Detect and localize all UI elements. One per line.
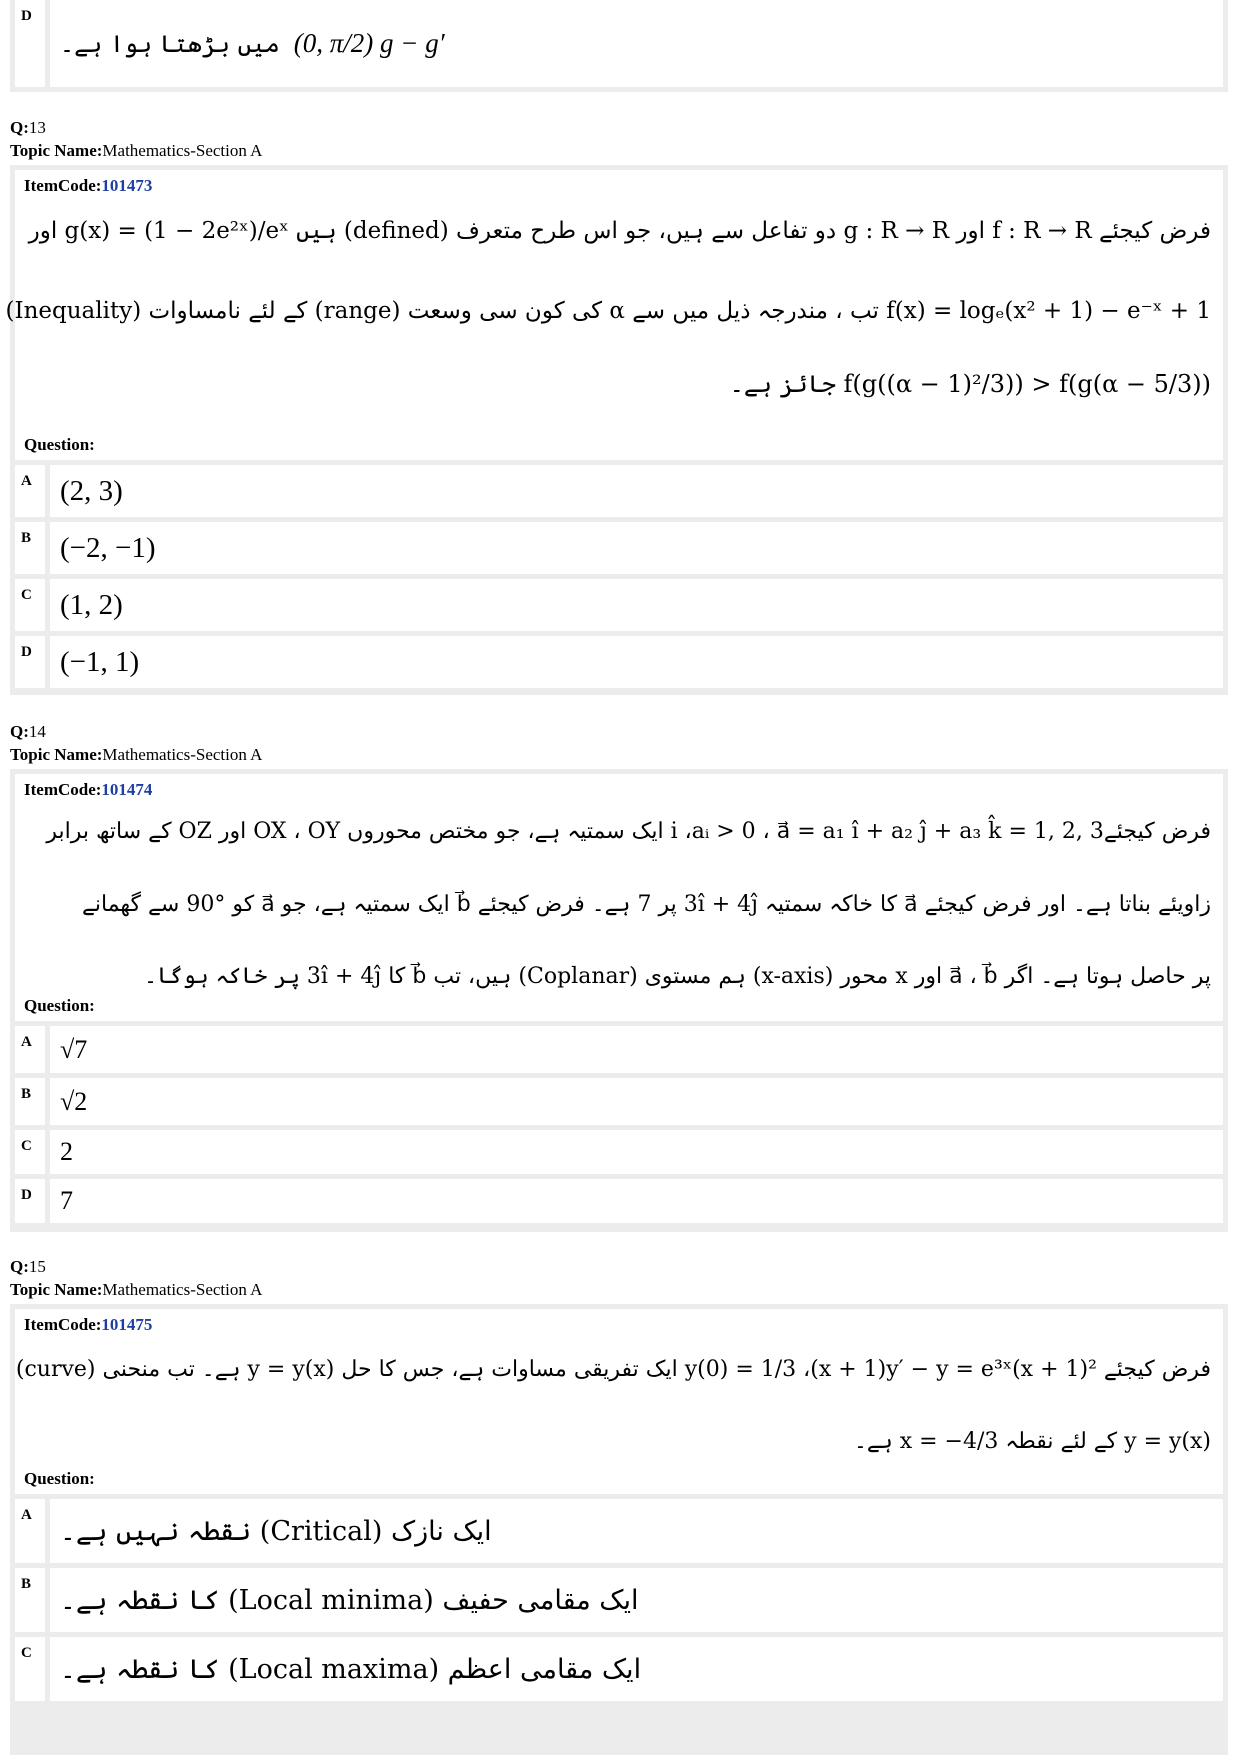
stem-line-1: فرض کیجئے y(0) = 1/3 ،(x + 1)y′ − y = e³ˣ(x + 1)² ایک تفریقی مساوات ہے، جس کا حل y = y(x) ہے۔ تب منحنی (curve) bbox=[15, 1357, 1211, 1382]
question-panel-13 bbox=[5, 165, 1228, 695]
item-code: ItemCode:101474 bbox=[24, 780, 153, 799]
option-row[interactable] bbox=[15, 0, 1223, 87]
question-label: Question: bbox=[24, 1469, 95, 1488]
stem-line-1: فرض کیجئے3 ,2 ,1 = i ،aᵢ > 0 ، a⃗ = a₁ î + a₂ ĵ + a₃ k̂ ایک سمتیہ ہے، جو مختص محوروں OX ، OY اور OZ کے ساتھ برابر bbox=[46, 819, 1211, 844]
option-text: (1, 2) bbox=[50, 579, 1223, 631]
question-label: Question: bbox=[24, 435, 95, 454]
prev-question-panel bbox=[10, 0, 1228, 92]
option-letter: A bbox=[15, 1026, 45, 1073]
option-math: (0, π/2) g − g′ bbox=[293, 28, 445, 58]
question-panel-14 bbox=[10, 769, 1228, 1232]
option-urdu-text: ایک مقامی حفیف (Local minima) کا نقطہ ہے۔ bbox=[60, 1584, 639, 1616]
option-letter: B bbox=[15, 1568, 45, 1632]
option-row-b[interactable] bbox=[15, 522, 1223, 574]
option-text bbox=[50, 1499, 1223, 1563]
option-row-b[interactable] bbox=[15, 1078, 1223, 1125]
option-letter: D bbox=[15, 636, 45, 688]
option-letter: A bbox=[15, 1499, 45, 1563]
option-text: √2 bbox=[50, 1078, 1223, 1125]
option-text: 2 bbox=[50, 1130, 1223, 1174]
option-row-d[interactable] bbox=[15, 1179, 1223, 1223]
option-row-d[interactable] bbox=[15, 636, 1223, 688]
option-row-c[interactable] bbox=[15, 1130, 1223, 1174]
question-stem bbox=[5, 170, 1223, 460]
question-stem bbox=[15, 1309, 1223, 1494]
option-letter: C bbox=[15, 579, 45, 631]
option-text: (−1, 1) bbox=[50, 636, 1223, 688]
option-urdu-text: ایک مقامی اعظم (Local maxima) کا نقطہ ہے۔ bbox=[60, 1653, 642, 1685]
question-label: Question: bbox=[24, 996, 95, 1015]
option-urdu-text: ایک نازک (Critical) نقطہ نہیں ہے۔ bbox=[60, 1515, 492, 1547]
topic-name: Topic Name:Mathematics-Section A bbox=[10, 1280, 263, 1299]
option-text: (−2, −1) bbox=[50, 522, 1223, 574]
option-text: √7 bbox=[50, 1026, 1223, 1073]
option-row-c[interactable] bbox=[15, 579, 1223, 631]
option-letter: D bbox=[15, 0, 45, 87]
question-panel-15 bbox=[10, 1304, 1228, 1755]
option-letter: C bbox=[15, 1130, 45, 1174]
option-row-a[interactable] bbox=[15, 1026, 1223, 1073]
item-code: ItemCode:101473 bbox=[24, 176, 153, 195]
stem-line-2: y = y(x) کے لئے نقطہ x = −4/3 ہے۔ bbox=[854, 1429, 1211, 1454]
option-body bbox=[50, 0, 1223, 87]
topic-name: Topic Name:Mathematics-Section A bbox=[10, 745, 263, 764]
option-text: 7 bbox=[50, 1179, 1223, 1223]
stem-line-3: پر حاصل ہوتا ہے۔ اگر a⃗ ، b⃗ اور x محور (x-axis) ہم مستوی (Coplanar) ہیں، تب b⃗ کا 3î + 4ĵ پر خاکہ ہوگا۔ bbox=[144, 964, 1211, 989]
option-row-b[interactable] bbox=[15, 1568, 1223, 1632]
option-letter: B bbox=[15, 1078, 45, 1125]
stem-line-2: زاویئے بناتا ہے۔ اور فرض کیجئے a⃗ کا خاکہ سمتیہ 3î + 4ĵ پر 7 ہے۔ فرض کیجئے b⃗ ایک سمتیہ ہے، جو a⃗ کو °90 سے گھمانے bbox=[81, 892, 1211, 917]
stem-line-3: f(g((α − 1)²/3)) > f(g(α − 5/3)) جائز ہے۔ bbox=[729, 370, 1211, 398]
stem-line-2: f(x) = logₑ(x² + 1) − e⁻ˣ + 1 تب ، مندرجہ ذیل میں سے α کی کون سی وسعت (range) کے لئے نامساوات (Inequality) bbox=[5, 298, 1211, 324]
option-letter: D bbox=[15, 1179, 45, 1223]
option-letter: A bbox=[15, 465, 45, 517]
option-text: (2, 3) bbox=[50, 465, 1223, 517]
stem-line-1: فرض کیجئے f : R → R اور g : R → R دو تفاعل سے ہیں، جو اس طرح متعرف (defined) ہیں g(x) = (1 − 2e²ˣ)/eˣ اور bbox=[28, 218, 1211, 244]
option-letter: B bbox=[15, 522, 45, 574]
option-row-a[interactable] bbox=[15, 465, 1223, 517]
item-code: ItemCode:101475 bbox=[24, 1315, 153, 1334]
question-stem bbox=[15, 774, 1223, 1021]
option-letter: C bbox=[15, 1637, 45, 1701]
option-urdu-text: میں بڑھتا ہوا ہے۔ bbox=[60, 29, 280, 58]
option-row-c[interactable] bbox=[15, 1637, 1223, 1701]
topic-name: Topic Name:Mathematics-Section A bbox=[10, 141, 263, 160]
question-number: Q:14 bbox=[10, 722, 46, 741]
question-number: Q:15 bbox=[10, 1257, 46, 1276]
question-number: Q:13 bbox=[10, 118, 46, 137]
option-row-a[interactable] bbox=[15, 1499, 1223, 1563]
option-text bbox=[50, 1568, 1223, 1632]
option-text bbox=[50, 1637, 1223, 1701]
